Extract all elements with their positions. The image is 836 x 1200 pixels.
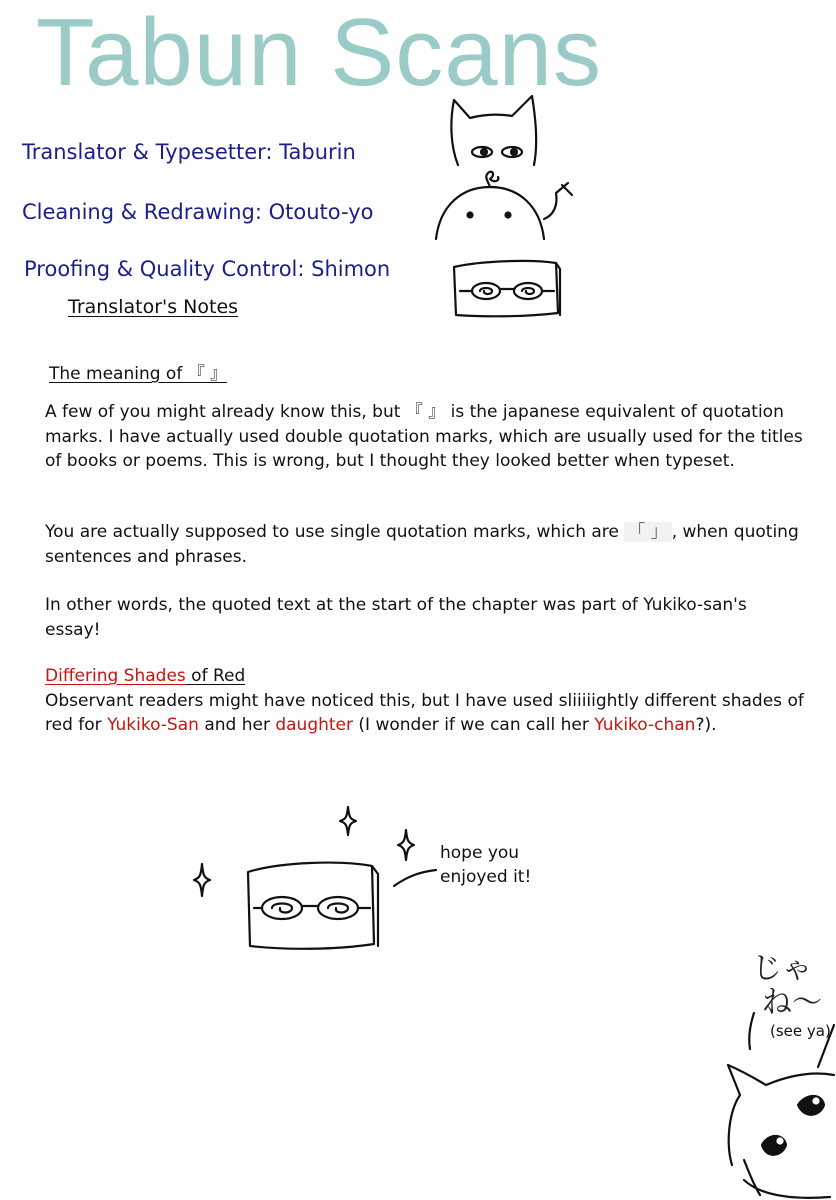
site-title: Tabun Scans <box>36 0 603 106</box>
meaning-heading: The meaning of 『 』 <box>49 364 228 384</box>
speech-line-2: enjoyed it! <box>440 867 532 887</box>
meaning-paragraph-1 <box>45 400 805 474</box>
meaning-paragraph-2 <box>45 520 805 569</box>
shades-heading-rest: of Red <box>185 666 246 686</box>
name-yukiko-chan: Yukiko-chan <box>594 715 696 735</box>
speech-line-icon <box>390 862 440 892</box>
goggles-box-icon <box>450 255 565 325</box>
meaning-text-3: In other words, the quoted text at the start of the chapter was part of Yukiko-san's essay! <box>45 595 747 640</box>
sparkle-icon <box>192 862 212 898</box>
single-quote-marks: 「 」 <box>624 522 671 542</box>
meaning-text-2b: , when quoting sentences and phrases. <box>45 522 799 567</box>
shades-text-1: Observant readers might have noticed this, but I have used sliiiiightly different shades of red for <box>45 690 804 735</box>
credit-translator: Translator & Typesetter: Taburin <box>22 140 356 164</box>
speech-line-1: hope you <box>440 843 520 863</box>
shades-section <box>45 664 805 738</box>
goggles-box-icon <box>240 852 390 957</box>
name-daughter: daughter <box>275 715 354 735</box>
name-yukiko-san: Yukiko-San <box>107 715 199 735</box>
meaning-text-2 <box>45 520 805 569</box>
sparkle-icon <box>338 805 358 837</box>
speech-bubble-text <box>440 841 531 889</box>
blob-doodle-icon <box>432 165 582 245</box>
shades-heading <box>45 664 805 689</box>
notes-title: Translator's Notes <box>68 296 239 318</box>
peeking-cat-icon <box>720 1005 836 1200</box>
meaning-paragraph-3 <box>45 593 805 642</box>
meaning-text-1: A few of you might already know this, but 『 』 is the japanese equivalent of quotation marks. I have actually used double quotation marks, which are usually used for the titles of books or poems. This is wrong, but I thought they looked better when typeset. <box>45 402 803 471</box>
sparkle-icon <box>396 828 416 862</box>
shades-text-2: and her <box>198 715 276 735</box>
farewell-jp-1: じゃ <box>752 951 812 986</box>
shades-text-4: ?). <box>695 715 717 735</box>
meaning-text-2a: You are actually supposed to use single quotation marks, which are <box>45 522 619 542</box>
credit-cleaning: Cleaning & Redrawing: Otouto-yo <box>22 200 374 224</box>
shades-text <box>45 689 805 738</box>
shades-heading-red: Differing Shades <box>45 666 186 686</box>
farewell-jp-2: ね〜 <box>762 985 822 1020</box>
farewell-english: (see ya) <box>770 1022 831 1040</box>
credit-proofing: Proofing & Quality Control: Shimon <box>24 257 391 281</box>
shades-text-3: (I wonder if we can call her <box>353 715 595 735</box>
